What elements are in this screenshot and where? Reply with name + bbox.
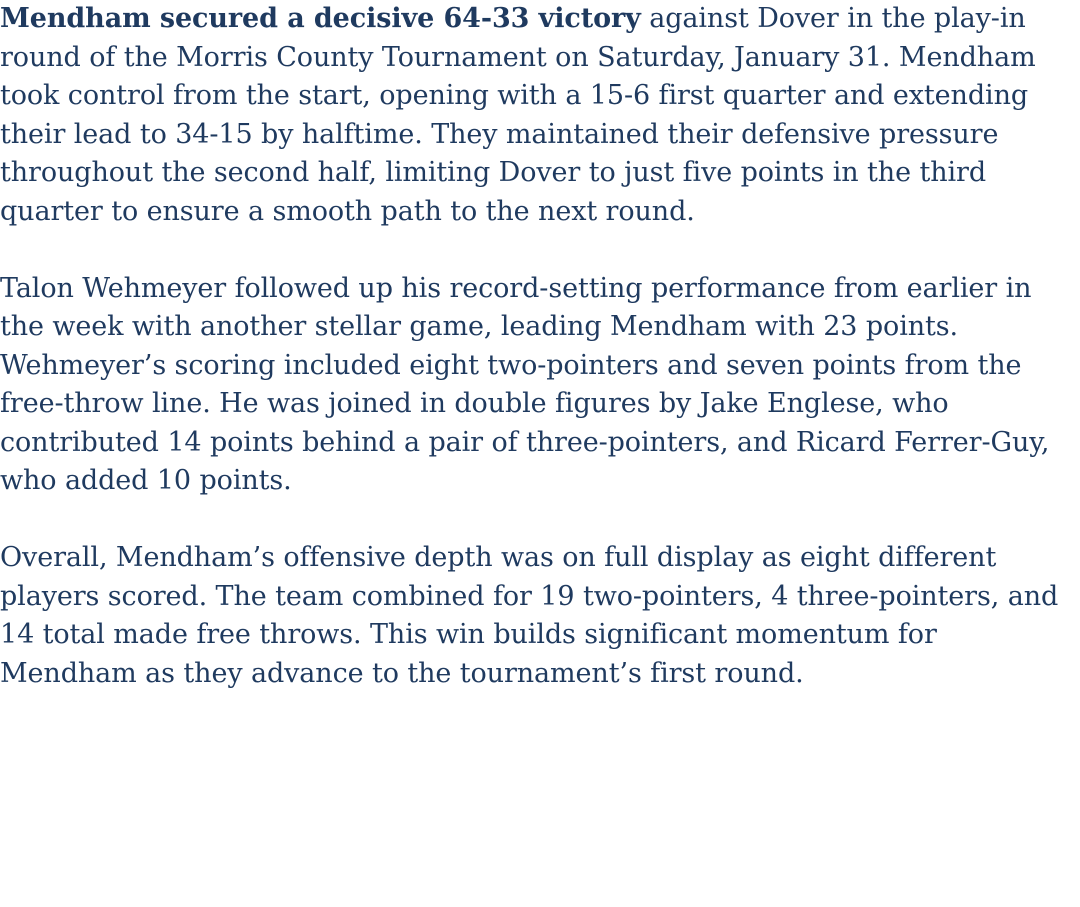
paragraph-player-performance: Talon Wehmeyer followed up his record-setting performance from earlier in the week with another stellar game, leading Mendham with 23 points. Wehmeyer’s scoring included eight two-pointers and seven points from the free-throw line. He was joined in double figures by Jake Englese, who contributed 14 points behind a pair of three-pointers, and Ricard Ferrer-Guy, who added 10 points. — [0, 272, 1050, 496]
lead-headline: Mendham secured a decisive 64-33 victory — [0, 3, 641, 34]
paragraph-game-summary-text: against Dover in the play-in round of the Morris County Tournament on Saturday, January 31. Mendham took control from the start, opening with a 15-6 first quarter and extending their lead to 34-15 by halftime. They maintained their defensive pressure throughout the second half, limiting Dover to just five points in the third quarter to ensure a smooth path to the next round. — [0, 3, 1036, 227]
paragraph-team-overview: Overall, Mendham’s offensive depth was on full display as eight different players scored. The team combined for 19 two-pointers, 4 three-pointers, and 14 total made free throws. This win builds significant momentum for Mendham as they advance to the tournament’s first round. — [0, 542, 1059, 689]
paragraph-game-summary — [0, 0, 1080, 231]
